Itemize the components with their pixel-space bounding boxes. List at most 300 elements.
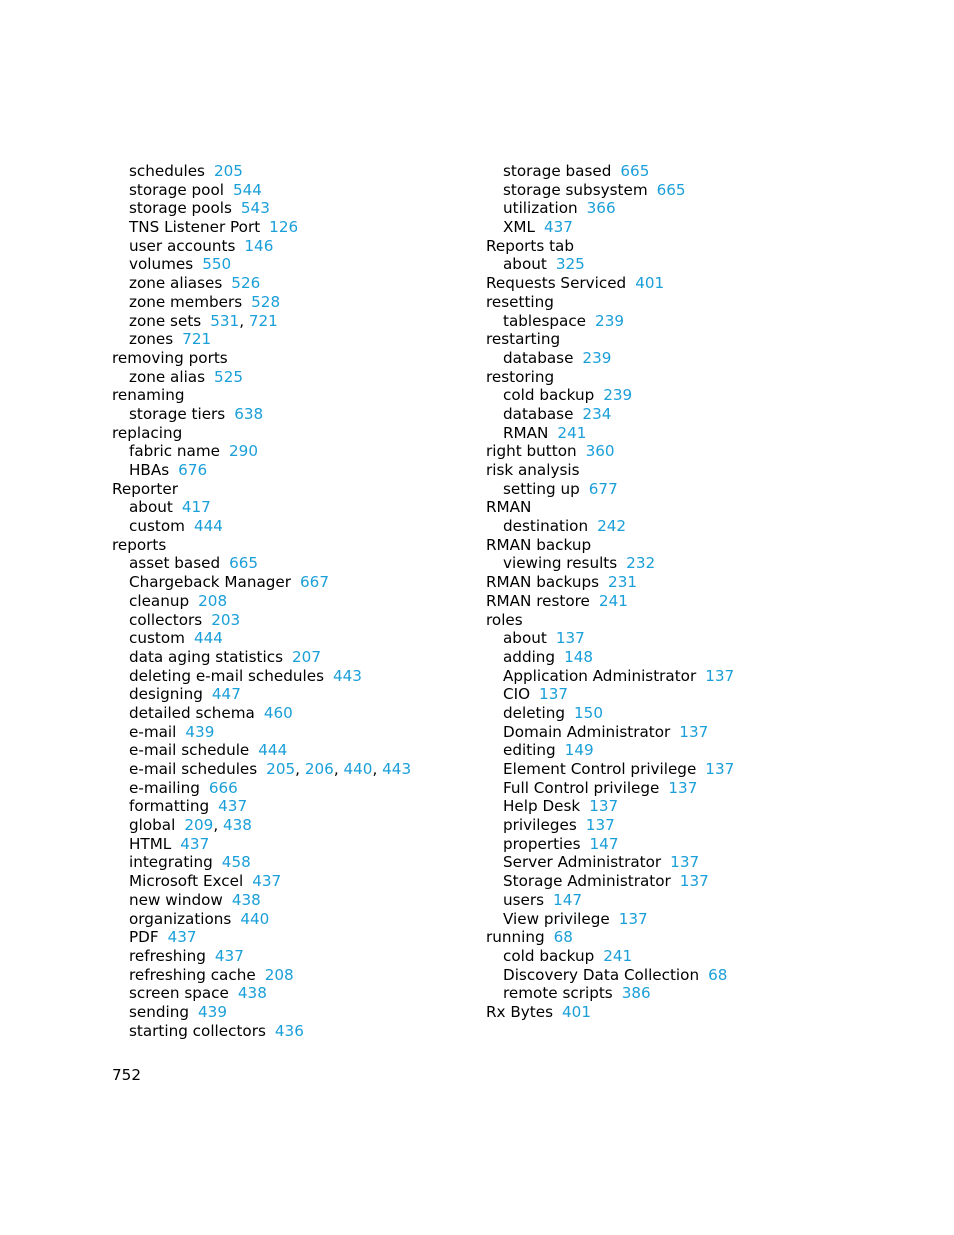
- index-entry: [486, 330, 734, 349]
- index-term: running: [486, 928, 545, 947]
- page-link[interactable]: 137: [539, 685, 569, 704]
- index-term: refreshing cache: [129, 965, 256, 984]
- index-term: e-mailing: [129, 778, 200, 797]
- page-link[interactable]: 148: [564, 647, 594, 666]
- page-link[interactable]: 137: [705, 760, 735, 778]
- page-link[interactable]: 721: [182, 330, 212, 349]
- index-subentry: [112, 910, 411, 929]
- page-references: 205, 206, 440, 443: [266, 760, 412, 778]
- page-link[interactable]: 436: [274, 1021, 304, 1040]
- index-subentry: [112, 312, 411, 331]
- index-entry: [486, 1003, 734, 1022]
- page-link[interactable]: 437: [167, 928, 197, 947]
- index-term: Discovery Data Collection: [503, 965, 700, 984]
- page-link[interactable]: 440: [240, 909, 270, 928]
- index-term: organizations: [129, 909, 232, 928]
- page-references: [218, 797, 247, 815]
- index-term: storage pool: [129, 180, 224, 199]
- index-subentry: [486, 629, 734, 648]
- page-link[interactable]: 137: [705, 666, 735, 685]
- index-subentry: [486, 797, 734, 816]
- index-term: Domain Administrator: [503, 722, 671, 741]
- page-references: [705, 760, 734, 778]
- index-entry: [486, 293, 734, 312]
- page-references: [626, 554, 655, 572]
- index-term: schedules: [129, 162, 205, 180]
- index-term: zone members: [129, 292, 243, 311]
- page-references: [182, 330, 211, 348]
- page-references: [670, 853, 699, 871]
- index-term: deleting: [503, 703, 565, 722]
- index-term: screen space: [129, 984, 229, 1003]
- page-link[interactable]: 137: [668, 778, 698, 797]
- index-entry: [486, 611, 734, 630]
- page-references: [620, 162, 649, 180]
- page-link[interactable]: 440: [343, 760, 373, 778]
- page-references: [599, 592, 628, 610]
- page-references: [619, 910, 648, 928]
- index-term: new window: [129, 890, 223, 909]
- index-term: about: [503, 629, 547, 648]
- page-link[interactable]: 360: [585, 442, 615, 461]
- page-references: [198, 1003, 227, 1021]
- page-link[interactable]: 447: [211, 685, 241, 704]
- index-subentry: [112, 330, 411, 349]
- index-term: sending: [129, 1002, 190, 1021]
- page-references: [292, 648, 321, 666]
- page-references: [232, 891, 261, 909]
- index-term: formatting: [129, 797, 210, 816]
- index-subentry: [112, 405, 411, 424]
- index-term: Chargeback Manager: [129, 573, 291, 592]
- index-term: about: [503, 255, 547, 274]
- page-link[interactable]: 239: [595, 311, 625, 330]
- index-term: storage tiers: [129, 404, 226, 423]
- page-references: [603, 947, 632, 965]
- page-references: [209, 779, 238, 797]
- page-references: [241, 199, 270, 217]
- page-link[interactable]: 137: [679, 722, 709, 741]
- index-term: restoring: [486, 367, 555, 386]
- index-subentry: [112, 498, 411, 517]
- index-term: HBAs: [129, 461, 170, 479]
- index-subentry: [486, 480, 734, 499]
- index-term: volumes: [129, 255, 194, 274]
- index-subentry: [112, 1022, 411, 1041]
- index-subentry: [486, 816, 734, 835]
- index-term: reports: [112, 535, 167, 554]
- page-link[interactable]: 126: [269, 218, 299, 237]
- page-references: [562, 1003, 591, 1021]
- index-subentry: [112, 872, 411, 891]
- index-entry: [486, 237, 734, 256]
- index-subentry: [112, 816, 411, 835]
- index-term: Reporter: [112, 479, 178, 498]
- page-link[interactable]: 239: [582, 348, 612, 367]
- page-link[interactable]: 666: [208, 778, 238, 797]
- index-entry: [486, 928, 734, 947]
- index-term: users: [503, 890, 545, 909]
- index-term: View privilege: [503, 909, 610, 928]
- index-subentry: [112, 667, 411, 686]
- index-subentry: [112, 218, 411, 237]
- index-entry: [112, 536, 411, 555]
- index-term: RMAN backups: [486, 573, 600, 592]
- page-references: [333, 667, 362, 685]
- index-subentry: [112, 966, 411, 985]
- page-references: [589, 797, 618, 815]
- page-references: [180, 835, 209, 853]
- index-entry: [486, 461, 734, 480]
- page-link[interactable]: 149: [564, 741, 594, 760]
- page-link[interactable]: 676: [178, 461, 208, 479]
- page-references: [553, 891, 582, 909]
- index-term: RMAN: [503, 423, 549, 442]
- page-references: [231, 274, 260, 292]
- page-references: [168, 928, 197, 946]
- index-subentry: [112, 947, 411, 966]
- index-term: starting collectors: [129, 1021, 266, 1040]
- index-subentry: [112, 648, 411, 667]
- index-term: e-mail schedule: [129, 741, 250, 760]
- page-link[interactable]: 438: [222, 816, 252, 835]
- index-term: storage pools: [129, 199, 232, 218]
- page-link[interactable]: 68: [553, 928, 573, 947]
- index-subentry: [486, 517, 734, 536]
- index-term: cleanup: [129, 591, 190, 610]
- page-link[interactable]: 437: [218, 797, 248, 816]
- index-term: integrating: [129, 853, 213, 872]
- index-term: HTML: [129, 834, 172, 853]
- index-entry: [486, 274, 734, 293]
- index-subentry: [112, 704, 411, 723]
- index-subentry: [112, 928, 411, 947]
- page-link[interactable]: 206: [304, 760, 334, 778]
- index-entry: [486, 368, 734, 387]
- page-link[interactable]: 443: [382, 760, 412, 778]
- page-link[interactable]: 241: [603, 946, 633, 965]
- index-subentry: [486, 667, 734, 686]
- page-link[interactable]: 208: [198, 591, 228, 610]
- index-subentry: [112, 237, 411, 256]
- page-link[interactable]: 137: [670, 853, 700, 872]
- index-entry: [112, 480, 411, 499]
- page-link[interactable]: 68: [708, 965, 728, 984]
- index-entry: [486, 592, 734, 611]
- index-term: RMAN restore: [486, 591, 590, 610]
- index-subentry: [112, 984, 411, 1003]
- index-subentry: [486, 255, 734, 274]
- page-link[interactable]: 544: [232, 180, 262, 199]
- page-references: [668, 779, 697, 797]
- page-link[interactable]: 525: [214, 367, 244, 386]
- page-references: [202, 255, 231, 273]
- index-subentry: [112, 760, 411, 779]
- page-references: [252, 872, 281, 890]
- page-references: [582, 349, 611, 367]
- index-term: database: [503, 348, 574, 367]
- page-link[interactable]: 208: [264, 965, 294, 984]
- index-subentry: [486, 741, 734, 760]
- index-term: roles: [486, 610, 523, 629]
- index-term: Help Desk: [503, 797, 581, 816]
- page-link[interactable]: 444: [258, 741, 288, 760]
- page-link[interactable]: 721: [248, 311, 278, 330]
- index-term: collectors: [129, 610, 203, 629]
- page-link[interactable]: 147: [589, 834, 619, 853]
- page-references: [705, 667, 734, 685]
- page-references: [194, 517, 223, 535]
- page-references: [229, 554, 258, 572]
- index-subentry: [112, 723, 411, 742]
- page-link[interactable]: 677: [588, 479, 618, 498]
- index-term: Full Control privilege: [503, 778, 660, 797]
- page-link[interactable]: 438: [237, 984, 267, 1003]
- index-term: asset based: [129, 554, 221, 573]
- page-link[interactable]: 325: [555, 255, 585, 274]
- page-link[interactable]: 437: [543, 218, 573, 237]
- page-link[interactable]: 401: [635, 274, 665, 293]
- page-link[interactable]: 528: [251, 292, 281, 311]
- page-references: [182, 498, 211, 516]
- page-link[interactable]: 665: [229, 554, 259, 573]
- index-subentry: [112, 611, 411, 630]
- index-subentry: [112, 853, 411, 872]
- page-references: [265, 966, 294, 984]
- page-references: [234, 405, 263, 423]
- index-subentry: [112, 293, 411, 312]
- page-link[interactable]: 242: [597, 517, 627, 536]
- page-link[interactable]: 444: [193, 517, 223, 536]
- page-link[interactable]: 443: [332, 666, 362, 685]
- index-subentry: [112, 199, 411, 218]
- index-term: destination: [503, 517, 589, 536]
- page-number: 752: [112, 1066, 141, 1084]
- index-subentry: [486, 723, 734, 742]
- page-link[interactable]: 232: [626, 554, 656, 573]
- page-references: [608, 573, 637, 591]
- index-subentry: [486, 779, 734, 798]
- page-references: [544, 218, 573, 236]
- index-subentry: [112, 835, 411, 854]
- page-references: [635, 274, 664, 292]
- index-entry: [112, 349, 411, 368]
- index-subentry: [486, 162, 734, 181]
- page-link[interactable]: 665: [620, 162, 650, 180]
- page-link[interactable]: 209: [184, 816, 214, 835]
- page-references: [556, 629, 585, 647]
- page-link[interactable]: 150: [574, 703, 603, 722]
- index-term: adding: [503, 647, 556, 666]
- page-link[interactable]: 458: [221, 853, 251, 872]
- index-term: setting up: [503, 479, 580, 498]
- page-link[interactable]: 205: [266, 760, 296, 778]
- index-subentry: [486, 199, 734, 218]
- index-term: zone alias: [129, 367, 206, 386]
- index-term: renaming: [112, 386, 185, 405]
- index-subentry: [112, 629, 411, 648]
- index-subentry: [486, 181, 734, 200]
- index-term: viewing results: [503, 554, 618, 573]
- page-link[interactable]: 241: [557, 423, 587, 442]
- index-subentry: [112, 181, 411, 200]
- index-subentry: [486, 966, 734, 985]
- page-references: [603, 386, 632, 404]
- index-entry: [486, 498, 734, 517]
- page-references: [539, 685, 568, 703]
- page-references: 531, 721: [210, 311, 278, 330]
- index-term: zone aliases: [129, 274, 223, 293]
- page-link[interactable]: 207: [292, 647, 321, 666]
- page-link[interactable]: 137: [555, 629, 585, 648]
- page-link[interactable]: 437: [252, 872, 282, 891]
- index-term: zone sets: [129, 311, 202, 330]
- page-link[interactable]: 137: [589, 797, 619, 816]
- index-entry: [112, 424, 411, 443]
- index-term: detailed schema: [129, 703, 255, 722]
- index-term: replacing: [112, 423, 183, 442]
- page-references: [300, 573, 329, 591]
- page-link[interactable]: 550: [202, 255, 232, 274]
- page-references: [222, 853, 251, 871]
- page-references: [679, 723, 708, 741]
- index-entry: [486, 536, 734, 555]
- index-subentry: [112, 592, 411, 611]
- page-link[interactable]: 231: [608, 573, 638, 592]
- page-link[interactable]: 417: [181, 498, 211, 517]
- page-link[interactable]: 437: [214, 946, 244, 965]
- index-subentry: [486, 760, 734, 779]
- index-term: editing: [503, 741, 556, 760]
- index-subentry: [112, 573, 411, 592]
- index-term: XML: [503, 218, 535, 237]
- page-link[interactable]: 439: [185, 722, 215, 741]
- index-subentry: [112, 554, 411, 573]
- index-term: PDF: [129, 928, 159, 947]
- index-term: restarting: [486, 330, 561, 349]
- page-references: [586, 816, 615, 834]
- page-link[interactable]: 667: [300, 573, 329, 592]
- index-subentry: [112, 741, 411, 760]
- index-term: remote scripts: [503, 984, 613, 1003]
- index-term: utilization: [503, 199, 578, 218]
- page-references: [212, 685, 241, 703]
- page-link[interactable]: 665: [656, 180, 686, 199]
- index-term: e-mail: [129, 722, 177, 741]
- page-references: [229, 442, 258, 460]
- page-references: [564, 648, 593, 666]
- index-term: zones: [129, 330, 174, 349]
- index-term: data aging statistics: [129, 647, 283, 666]
- index-term: refreshing: [129, 946, 206, 965]
- page-references: [214, 162, 243, 180]
- page-references: [244, 237, 273, 255]
- index-term: about: [129, 498, 173, 517]
- page-link[interactable]: 526: [231, 274, 261, 293]
- page-link[interactable]: 437: [180, 834, 210, 853]
- page-link[interactable]: 137: [679, 872, 709, 891]
- page-link[interactable]: 290: [229, 442, 259, 461]
- index-subentry: [486, 835, 734, 854]
- index-subentry: [486, 648, 734, 667]
- index-term: properties: [503, 834, 581, 853]
- index-subentry: [486, 312, 734, 331]
- index-subentry: [112, 797, 411, 816]
- index-subentry: [112, 274, 411, 293]
- index-term: storage based: [503, 162, 612, 180]
- index-subentry: [486, 349, 734, 368]
- page-references: [622, 984, 651, 1002]
- index-term: RMAN: [486, 498, 532, 517]
- index-subentry: [486, 872, 734, 891]
- page-link[interactable]: 147: [553, 890, 583, 909]
- page-references: [565, 741, 594, 759]
- page-references: [590, 835, 619, 853]
- index-term: storage subsystem: [503, 180, 648, 199]
- page-link[interactable]: 543: [240, 199, 270, 218]
- index-term: e-mail schedules: [129, 760, 258, 778]
- page-references: [595, 312, 624, 330]
- page-link[interactable]: 638: [234, 404, 264, 423]
- index-term: Element Control privilege: [503, 760, 697, 778]
- page-link[interactable]: 444: [193, 629, 223, 648]
- index-term: right button: [486, 442, 577, 461]
- page-references: [574, 704, 603, 722]
- index-term: privileges: [503, 816, 577, 835]
- index-subentry: [112, 442, 411, 461]
- index-term: RMAN backup: [486, 535, 592, 554]
- page-references: [582, 405, 611, 423]
- index-subentry: [486, 218, 734, 237]
- index-term: cold backup: [503, 946, 595, 965]
- page-link[interactable]: 205: [213, 162, 243, 180]
- index-term: deleting e-mail schedules: [129, 666, 324, 685]
- page-link[interactable]: 401: [562, 1002, 591, 1021]
- index-term: Storage Administrator: [503, 872, 671, 891]
- index-subentry: [486, 910, 734, 929]
- page-link[interactable]: 137: [618, 909, 648, 928]
- page-link[interactable]: 203: [211, 610, 241, 629]
- page-link[interactable]: 531: [210, 311, 240, 330]
- page-references: [557, 424, 586, 442]
- index-subentry: [112, 891, 411, 910]
- page-references: 209, 438: [184, 816, 252, 835]
- index-subentry: [112, 685, 411, 704]
- index-term: global: [129, 816, 176, 835]
- page-link[interactable]: 137: [585, 816, 615, 835]
- page-link[interactable]: 386: [621, 984, 651, 1003]
- page-references: [587, 199, 616, 217]
- page-link[interactable]: 366: [586, 199, 616, 218]
- index-subentry: [486, 386, 734, 405]
- index-term: cold backup: [503, 386, 595, 405]
- index-subentry: [486, 424, 734, 443]
- page-references: [240, 910, 269, 928]
- page-references: [589, 480, 618, 498]
- page-references: [258, 741, 287, 759]
- page-link[interactable]: 241: [598, 591, 628, 610]
- page-link[interactable]: 460: [263, 703, 293, 722]
- page-link[interactable]: 146: [244, 236, 274, 255]
- index-entry: [112, 386, 411, 405]
- page-link[interactable]: 439: [198, 1002, 228, 1021]
- page-link[interactable]: 239: [603, 386, 633, 405]
- page-link[interactable]: 234: [582, 404, 612, 423]
- page-link[interactable]: 438: [231, 890, 261, 909]
- page-references: [586, 442, 615, 460]
- index-term: Rx Bytes: [486, 1002, 553, 1021]
- page-references: [269, 218, 298, 236]
